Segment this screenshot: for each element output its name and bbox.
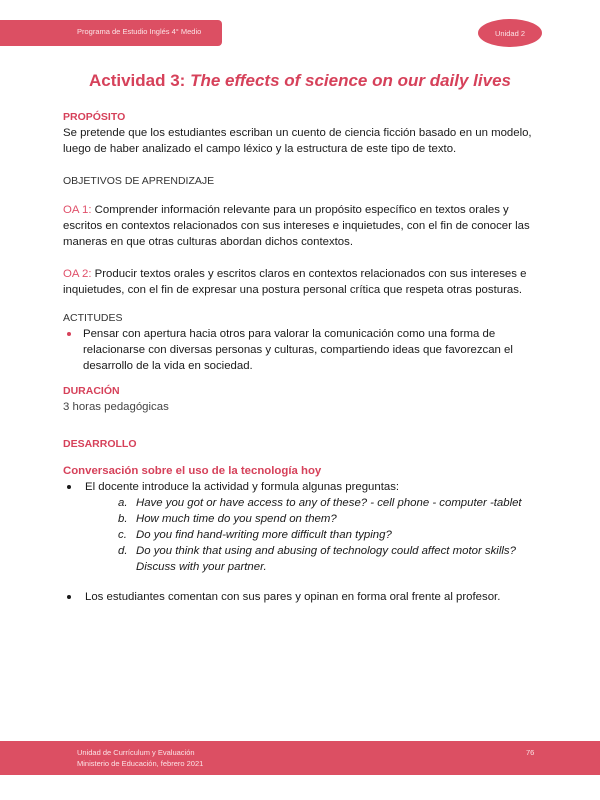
footer-unit: Unidad de Currículum y Evaluación: [77, 748, 195, 757]
duracion-section: [63, 383, 543, 415]
proposito-heading: PROPÓSITO: [63, 111, 126, 123]
conversacion-section: [63, 463, 543, 605]
question-item: b. How much time do you spend on them?: [118, 513, 337, 525]
header-program-bar: [0, 20, 222, 46]
footer-ministry: Ministerio de Educación, febrero 2021: [77, 759, 204, 768]
duracion-heading: DURACIÓN: [63, 385, 120, 397]
page-title: [0, 71, 600, 91]
question-item: a. Have you got or have access to any of these? - cell phone - computer -tablet: [118, 497, 522, 509]
bullet-icon: [67, 595, 71, 599]
oa2-text: OA 2: Producir textos orales y escritos claros en contextos relacionados con sus intereses e inquietudes, con el fin de expresar una postura personal crítica que respeta otras posturas.: [63, 268, 527, 296]
oa1-text: OA 1: Comprender información relevante para un propósito específico en textos orales y escritos en contextos relacionados con sus intereses e inquietudes, con el fin de conocer las maneras en que otras culturas abordan dichos contextos.: [63, 204, 530, 248]
duracion-text: 3 horas pedagógicas: [63, 401, 169, 413]
actitudes-heading: ACTITUDES: [63, 312, 123, 324]
desarrollo-section: [63, 436, 543, 452]
questions-list: [63, 495, 543, 575]
proposito-text: Se pretende que los estudiantes escriban un cuento de ciencia ficción basado en un modelo, luego de haber analizado el campo léxico y la estructura de este tipo de texto.: [63, 127, 532, 155]
actitud-item: Pensar con apertura hacia otros para valorar la comunicación como una forma de relacionarse con diversas personas y culturas, compartiendo ideas que favorezcan el desarrollo de la vida en sociedad.: [63, 326, 543, 374]
bullet-icon: [67, 485, 71, 489]
objetivos-heading-block: [63, 173, 543, 189]
unit-badge: [478, 19, 542, 47]
desarrollo-bullet-1: El docente introduce la actividad y formula algunas preguntas:: [63, 479, 543, 495]
question-item: d. Do you think that using and abusing of technology could affect motor skills? Discuss with your partner.: [118, 545, 516, 573]
desarrollo-bullet-2: Los estudiantes comentan con sus pares y opinan en forma oral frente al profesor.: [63, 589, 543, 605]
title-prefix: Actividad 3:: [88, 71, 191, 90]
oa1-block: [63, 202, 543, 250]
page-number: 76: [526, 748, 535, 757]
oa2-block: [63, 266, 543, 298]
program-title: Programa de Estudio Inglés 4° Medio: [77, 27, 202, 36]
conversacion-subheading: Conversación sobre el uso de la tecnología hoy: [63, 465, 322, 477]
oa1-label: OA 1:: [63, 204, 92, 216]
desarrollo-heading: DESARROLLO: [63, 438, 137, 450]
unit-label: Unidad 2: [494, 28, 526, 38]
proposito-section: [63, 109, 543, 157]
title-italic: The effects of science on our daily lives: [190, 71, 511, 90]
page-footer: [0, 741, 600, 775]
actitudes-section: [63, 310, 543, 374]
objetivos-heading: OBJETIVOS DE APRENDIZAJE: [63, 175, 215, 187]
question-item: c. Do you find hand-writing more difficult than typing?: [118, 529, 392, 541]
bullet-icon: [67, 332, 71, 336]
oa2-label: OA 2:: [63, 268, 92, 280]
